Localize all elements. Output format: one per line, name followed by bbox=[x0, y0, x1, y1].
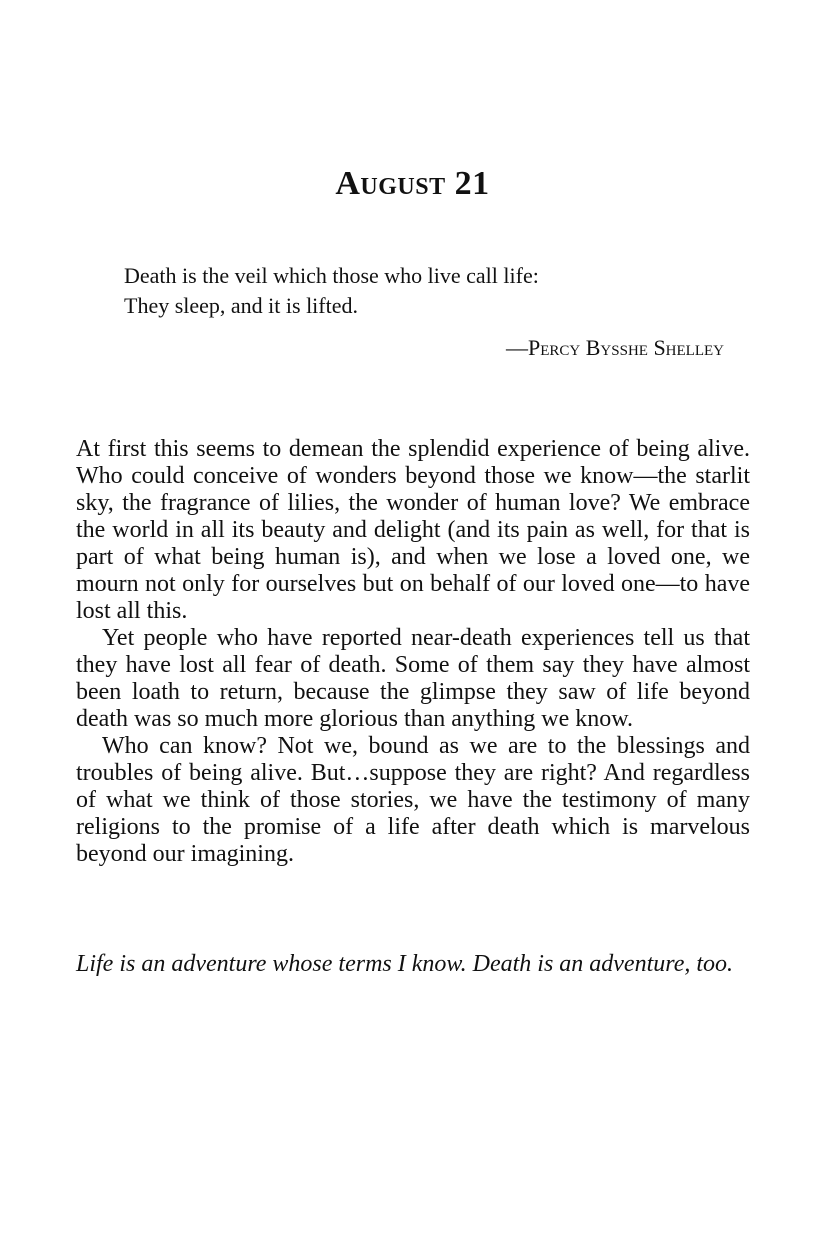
paragraph: Yet people who have reported near-death experiences tell us that they have lost all fear of death. Some of them say they have almost been loath to return, because the glimpse they saw of life beyond death was so much more glorious than anything we know. bbox=[76, 625, 750, 732]
page-title: August 21 bbox=[335, 165, 490, 202]
epigraph-attribution: —Percy Bysshe Shelley bbox=[506, 335, 724, 360]
epigraph-line: Death is the veil which those who live call life: bbox=[124, 263, 539, 288]
epigraph-line: They sleep, and it is lifted. bbox=[124, 293, 358, 318]
body-text bbox=[76, 436, 750, 868]
paragraph: Who can know? Not we, bound as we are to the blessings and troubles of being alive. But…suppose they are right? And regardless of what we think of those stories, we have the testimony of many religions to the promise of a life after death which is marvelous beyond our imagining. bbox=[76, 733, 750, 867]
closing-affirmation: Life is an adventure whose terms I know. Death is an adventure, too. bbox=[76, 951, 734, 977]
paragraph: At first this seems to demean the splendid experience of being alive. Who could conceive of wonders beyond those we know—the starlit sky, the fragrance of lilies, the wonder of human love? We embrace the world in all its beauty and delight (and its pain as well, for that is part of what being human is), and when we lose a loved one, we mourn not only for ourselves but on behalf of our loved one—to have lost all this. bbox=[76, 436, 750, 624]
epigraph bbox=[124, 261, 744, 321]
